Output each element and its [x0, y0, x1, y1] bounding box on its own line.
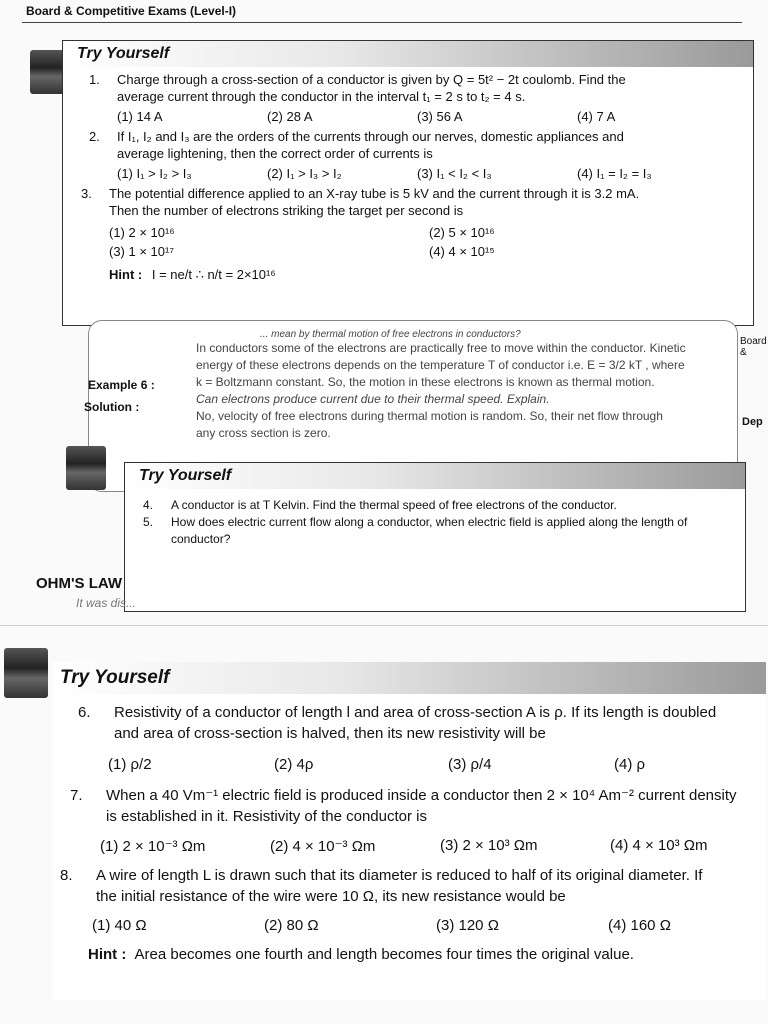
option: (2) I₁ > I₃ > I₂ — [267, 166, 342, 181]
option: (3) I₁ < I₂ < I₃ — [417, 166, 492, 181]
try-yourself-panel-3 — [52, 662, 766, 1000]
option: (2) 80 Ω — [264, 917, 319, 934]
section-title: OHM'S LAW — [36, 575, 123, 592]
question-text-line1: A wire of length L is drawn such that its diameter is reduced to half of its original diameter. If — [96, 867, 703, 884]
page-header: Board & Competitive Exams (Level-I) — [26, 4, 237, 18]
example-body — [196, 340, 734, 442]
example-label: Example 6 : — [88, 378, 155, 392]
option: (1) I₁ > I₂ > I₃ — [117, 166, 192, 181]
option: (2) 28 A — [267, 109, 313, 124]
try-yourself-panel-2 — [124, 462, 746, 612]
solution-label: Solution : — [84, 400, 140, 414]
option: (4) 160 Ω — [608, 917, 671, 934]
options-row — [78, 744, 762, 785]
question-text-line2: is established in it. Resistivity of the conductor is — [106, 808, 427, 825]
example-line: No, velocity of free electrons during thermal motion is random. So, their net flow through — [196, 409, 663, 423]
question-1 — [89, 71, 743, 88]
question-text-line1: When a 40 Vm⁻¹ electric field is produced inside a conductor then 2 × 10⁴ Am⁻² current density — [106, 787, 737, 804]
hint-text: I = ne/t ∴ n/t = 2×10¹⁶ — [151, 267, 276, 282]
option: (1) 2 × 10¹⁶ — [109, 225, 175, 240]
question-number: 2. — [89, 129, 100, 144]
option: (3) 120 Ω — [436, 917, 499, 934]
option: (3) 1 × 10¹⁷ — [109, 244, 175, 259]
options-grid — [89, 219, 743, 259]
question-text-line2: average lightening, then the correct order of currents is — [117, 146, 433, 161]
side-text: Board & — [740, 336, 767, 358]
banner-title: Try Yourself — [77, 45, 170, 62]
options-row — [78, 827, 762, 865]
question-number: 7. — [70, 787, 83, 804]
hint-label: Hint : — [88, 946, 127, 963]
question-number: 5. — [143, 515, 154, 529]
question-text-line2: and area of cross-section is halved, then its new resistivity will be — [114, 725, 546, 742]
banner-title: Try Yourself — [139, 467, 232, 484]
hint-row — [89, 259, 743, 283]
option: (1) 14 A — [117, 109, 163, 124]
question-text-line1: If I₁, I₂ and I₃ are the orders of the currents through our nerves, domestic appliances and — [117, 129, 624, 144]
header-divider — [22, 22, 742, 23]
option: (4) 4 × 10¹⁵ — [429, 244, 495, 259]
example-line: k = Boltzmann constant. So, the motion in these electrons is known as thermal motion. — [196, 375, 655, 389]
question-3 — [81, 185, 743, 202]
question-number: 1. — [89, 72, 100, 87]
option: (1) ρ/2 — [108, 756, 152, 773]
question-number: 8. — [60, 867, 73, 884]
example-line: Can electrons produce current due to their thermal speed. Explain. — [196, 392, 550, 406]
question-text-line1: The potential difference applied to an X-ray tube is 5 kV and the current through it is 3.2 mA. — [109, 186, 640, 201]
question-number: 4. — [143, 498, 154, 512]
question-text-line1: Resistivity of a conductor of length l and area of cross-section A is ρ. If its length is doubled — [114, 704, 717, 721]
banner — [125, 463, 745, 489]
option: (3) 2 × 10³ Ωm — [440, 837, 538, 854]
hint-label: Hint : — [109, 267, 143, 282]
question-text-line1: Charge through a cross-section of a conductor is given by Q = 5t² − 2t coulomb. Find the — [117, 72, 626, 87]
book-icon — [4, 648, 48, 698]
question-8 — [60, 865, 762, 886]
example-top-text: ... mean by thermal motion of free electrons in conductors? — [260, 329, 521, 340]
option: (3) 56 A — [417, 109, 463, 124]
question-text-line2: Then the number of electrons striking the target per second is — [109, 203, 464, 218]
page-gap — [0, 625, 768, 646]
option: (4) I₁ = I₂ = I₃ — [577, 166, 652, 181]
option: (3) ρ/4 — [448, 756, 492, 773]
option: (4) 4 × 10³ Ωm — [610, 837, 708, 854]
banner-title: Try Yourself — [60, 667, 170, 688]
options-row — [78, 907, 762, 942]
question-4 — [143, 497, 737, 514]
option: (2) 4 × 10⁻³ Ωm — [270, 838, 376, 855]
question-text-line2: the initial resistance of the wire were 10 Ω, its new resistance would be — [96, 888, 566, 905]
question-number: 6. — [78, 704, 91, 721]
hint-row — [78, 942, 762, 963]
option: (4) 7 A — [577, 109, 616, 124]
question-2 — [89, 128, 743, 145]
question-number: 3. — [81, 186, 92, 201]
options-row — [89, 105, 743, 128]
side-text: Dep — [742, 416, 763, 428]
option: (4) ρ — [614, 756, 646, 773]
option: (1) 2 × 10⁻³ Ωm — [100, 838, 206, 855]
example-line: energy of these electrons depends on the temperature T of conductor i.e. E = 3/2 kT , where — [196, 358, 685, 372]
book-icon — [66, 446, 106, 490]
try-yourself-panel-1 — [62, 40, 754, 326]
question-6 — [78, 702, 762, 723]
example-line: any cross section is zero. — [196, 426, 331, 440]
question-text: A conductor is at T Kelvin. Find the thermal speed of free electrons of the conductor. — [171, 498, 617, 512]
example-line: In conductors some of the electrons are practically free to move within the conductor. Kinetic — [196, 341, 686, 355]
question-5 — [143, 514, 737, 548]
option: (2) 4ρ — [274, 756, 314, 773]
question-text: How does electric current flow along a conductor, when electric field is applied along the length of conductor? — [171, 515, 688, 546]
option: (1) 40 Ω — [92, 917, 147, 934]
question-text-line2: average current through the conductor in the interval t₁ = 2 s to t₂ = 4 s. — [117, 89, 526, 104]
option: (2) 5 × 10¹⁶ — [429, 225, 495, 240]
options-row — [89, 162, 743, 185]
banner — [63, 41, 753, 67]
hint-text: Area becomes one fourth and length becomes four times the original value. — [134, 946, 634, 963]
question-7 — [70, 785, 762, 806]
banner — [52, 662, 766, 694]
section-subtext: It was dis... — [76, 596, 137, 610]
